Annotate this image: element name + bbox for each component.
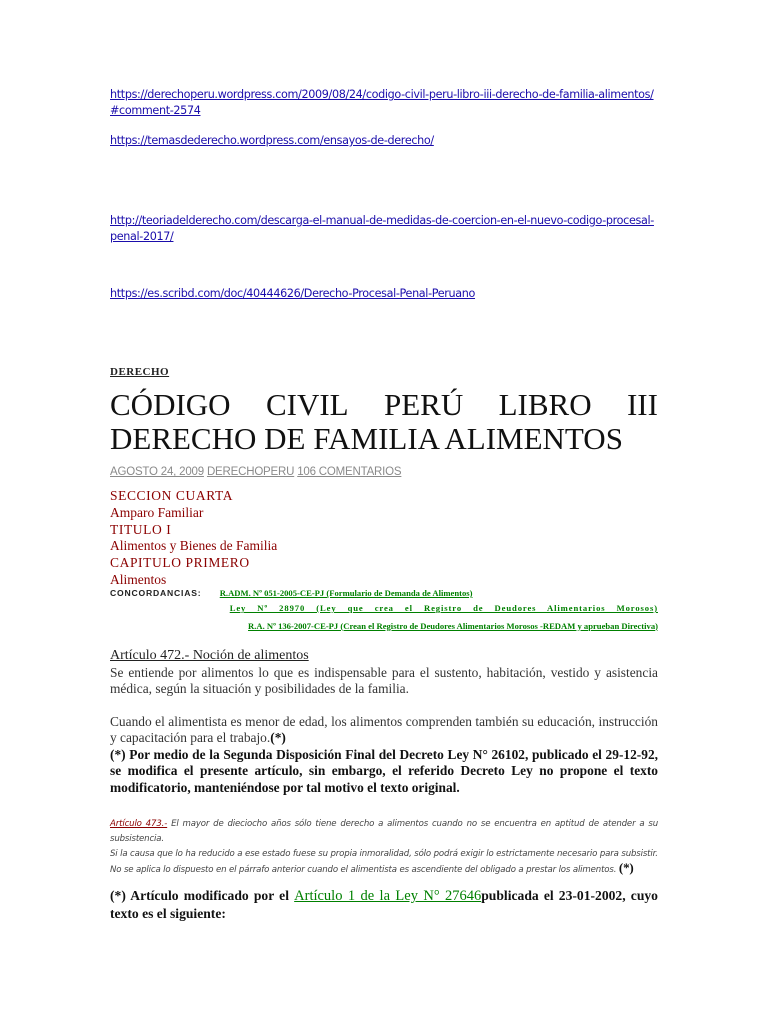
title-word: III [626,387,658,422]
post-title [110,388,658,456]
post-comments[interactable]: 106 COMENTARIOS [297,466,402,478]
link-temasdederecho[interactable]: https://temasdederecho.wordpress.com/ensayos-de-derecho/ [110,134,434,147]
link-derechoperu-comment[interactable]: https://derechoperu.wordpress.com/2009/08/24/codigo-civil-peru-libro-iii-derecho-de-familia-alimentos/#comment-2574 [110,88,654,117]
article-472 [110,648,658,796]
title-word: CÓDIGO [110,387,231,422]
concordancias [110,586,658,635]
article-473-p2: Si la causa que lo ha reducido a ese estado fuese su propia inmoralidad, sólo podrá exigir lo estrictamente necesario para subsistir. [110,848,658,859]
section-cuarta: SECCION CUARTA [110,488,234,503]
modification-mark: (*) [270,730,286,745]
article-472-heading: Artículo 472.- Noción de alimentos [110,648,309,663]
concordancia-link-3[interactable]: R.A. Nº 136-2007-CE-PJ (Crean el Registro de Deudores Alimentarios Morosos -REDAM y aprueban Directiva) [248,620,658,631]
modification-mark: (*) [618,860,634,876]
mod-prefix: (*) Artículo modificado por el [110,888,295,903]
post-category[interactable]: DERECHO [110,366,170,378]
concordancia-link-2[interactable]: Ley Nº 28970 (Ley que crea el Registro de Deudores Alimentarios Morosos) [229,603,658,613]
post-meta [110,466,401,478]
concordancias-label: CONCORDANCIAS: [110,588,202,598]
concordancia-link-1[interactable]: R.ADM. Nº 051-2005-CE-PJ (Formulario de Demanda de Alimentos) [219,588,473,598]
article-473-p1: El mayor de dieciocho años sólo tiene derecho a alimentos cuando no se encuentra en aptitud de atender a su subsistencia. [110,819,658,844]
section-amparo: Amparo Familiar [110,504,204,520]
title-word: LIBRO [498,387,592,422]
section-alimentos: Alimentos [110,571,167,587]
mod-suffix: publicada el 23-01-2002, cuyo texto es el siguiente: [110,888,658,921]
title-word: CIVIL [265,387,349,422]
section-titulo: TITULO I [110,521,172,537]
post-title-line-1 [110,388,658,422]
post-date[interactable]: AGOSTO 24, 2009 [110,466,204,478]
article-473-modification [110,887,658,923]
link-teoriadelderecho[interactable]: http://teoriadelderecho.com/descarga-el-manual-de-medidas-de-coercion-en-el-nuevo-codigo-procesal-penal-2017/ [110,214,654,243]
post-title-line-2: DERECHO DE FAMILIA ALIMENTOS [110,421,623,456]
article-472-paragraph-2-text: Cuando el alimentista es menor de edad, los alimentos comprenden también su educación, instrucción y capacitación para el trabajo. [110,713,658,745]
article-472-paragraph-2 [110,714,658,747]
section-headings [110,488,277,589]
article-473 [110,817,658,878]
post-author[interactable]: DERECHOPERU [206,466,295,478]
link-scribd[interactable]: https://es.scribd.com/doc/40444626/Derecho-Procesal-Penal-Peruano [110,287,476,300]
section-alimentos-bienes: Alimentos y Bienes de Familia [110,538,278,554]
article-472-paragraph-1: Se entiende por alimentos lo que es indispensable para el sustento, habitación, vestido y asistencia médica, según la situación y posibilidades de la familia. [110,664,658,696]
title-word: PERÚ [383,387,464,422]
article-473-p3: No se aplica lo dispuesto en el párrafo anterior cuando el alimentista es ascendiente del obligado a prestar los alimentos. [110,865,619,876]
section-capitulo: CAPITULO PRIMERO [110,555,250,571]
ley-27646-link[interactable]: Artículo 1 de la Ley N° 27646 [294,888,482,904]
article-473-heading: Artículo 473.- [110,819,168,829]
article-472-note: (*) Por medio de la Segunda Disposición Final del Decreto Ley N° 26102, publicado el 29-12-92, se modifica el presente artículo, sin embargo, el referido Decreto Ley no propone el texto modificatorio, manteniéndose por tal motivo el texto original. [110,746,658,795]
